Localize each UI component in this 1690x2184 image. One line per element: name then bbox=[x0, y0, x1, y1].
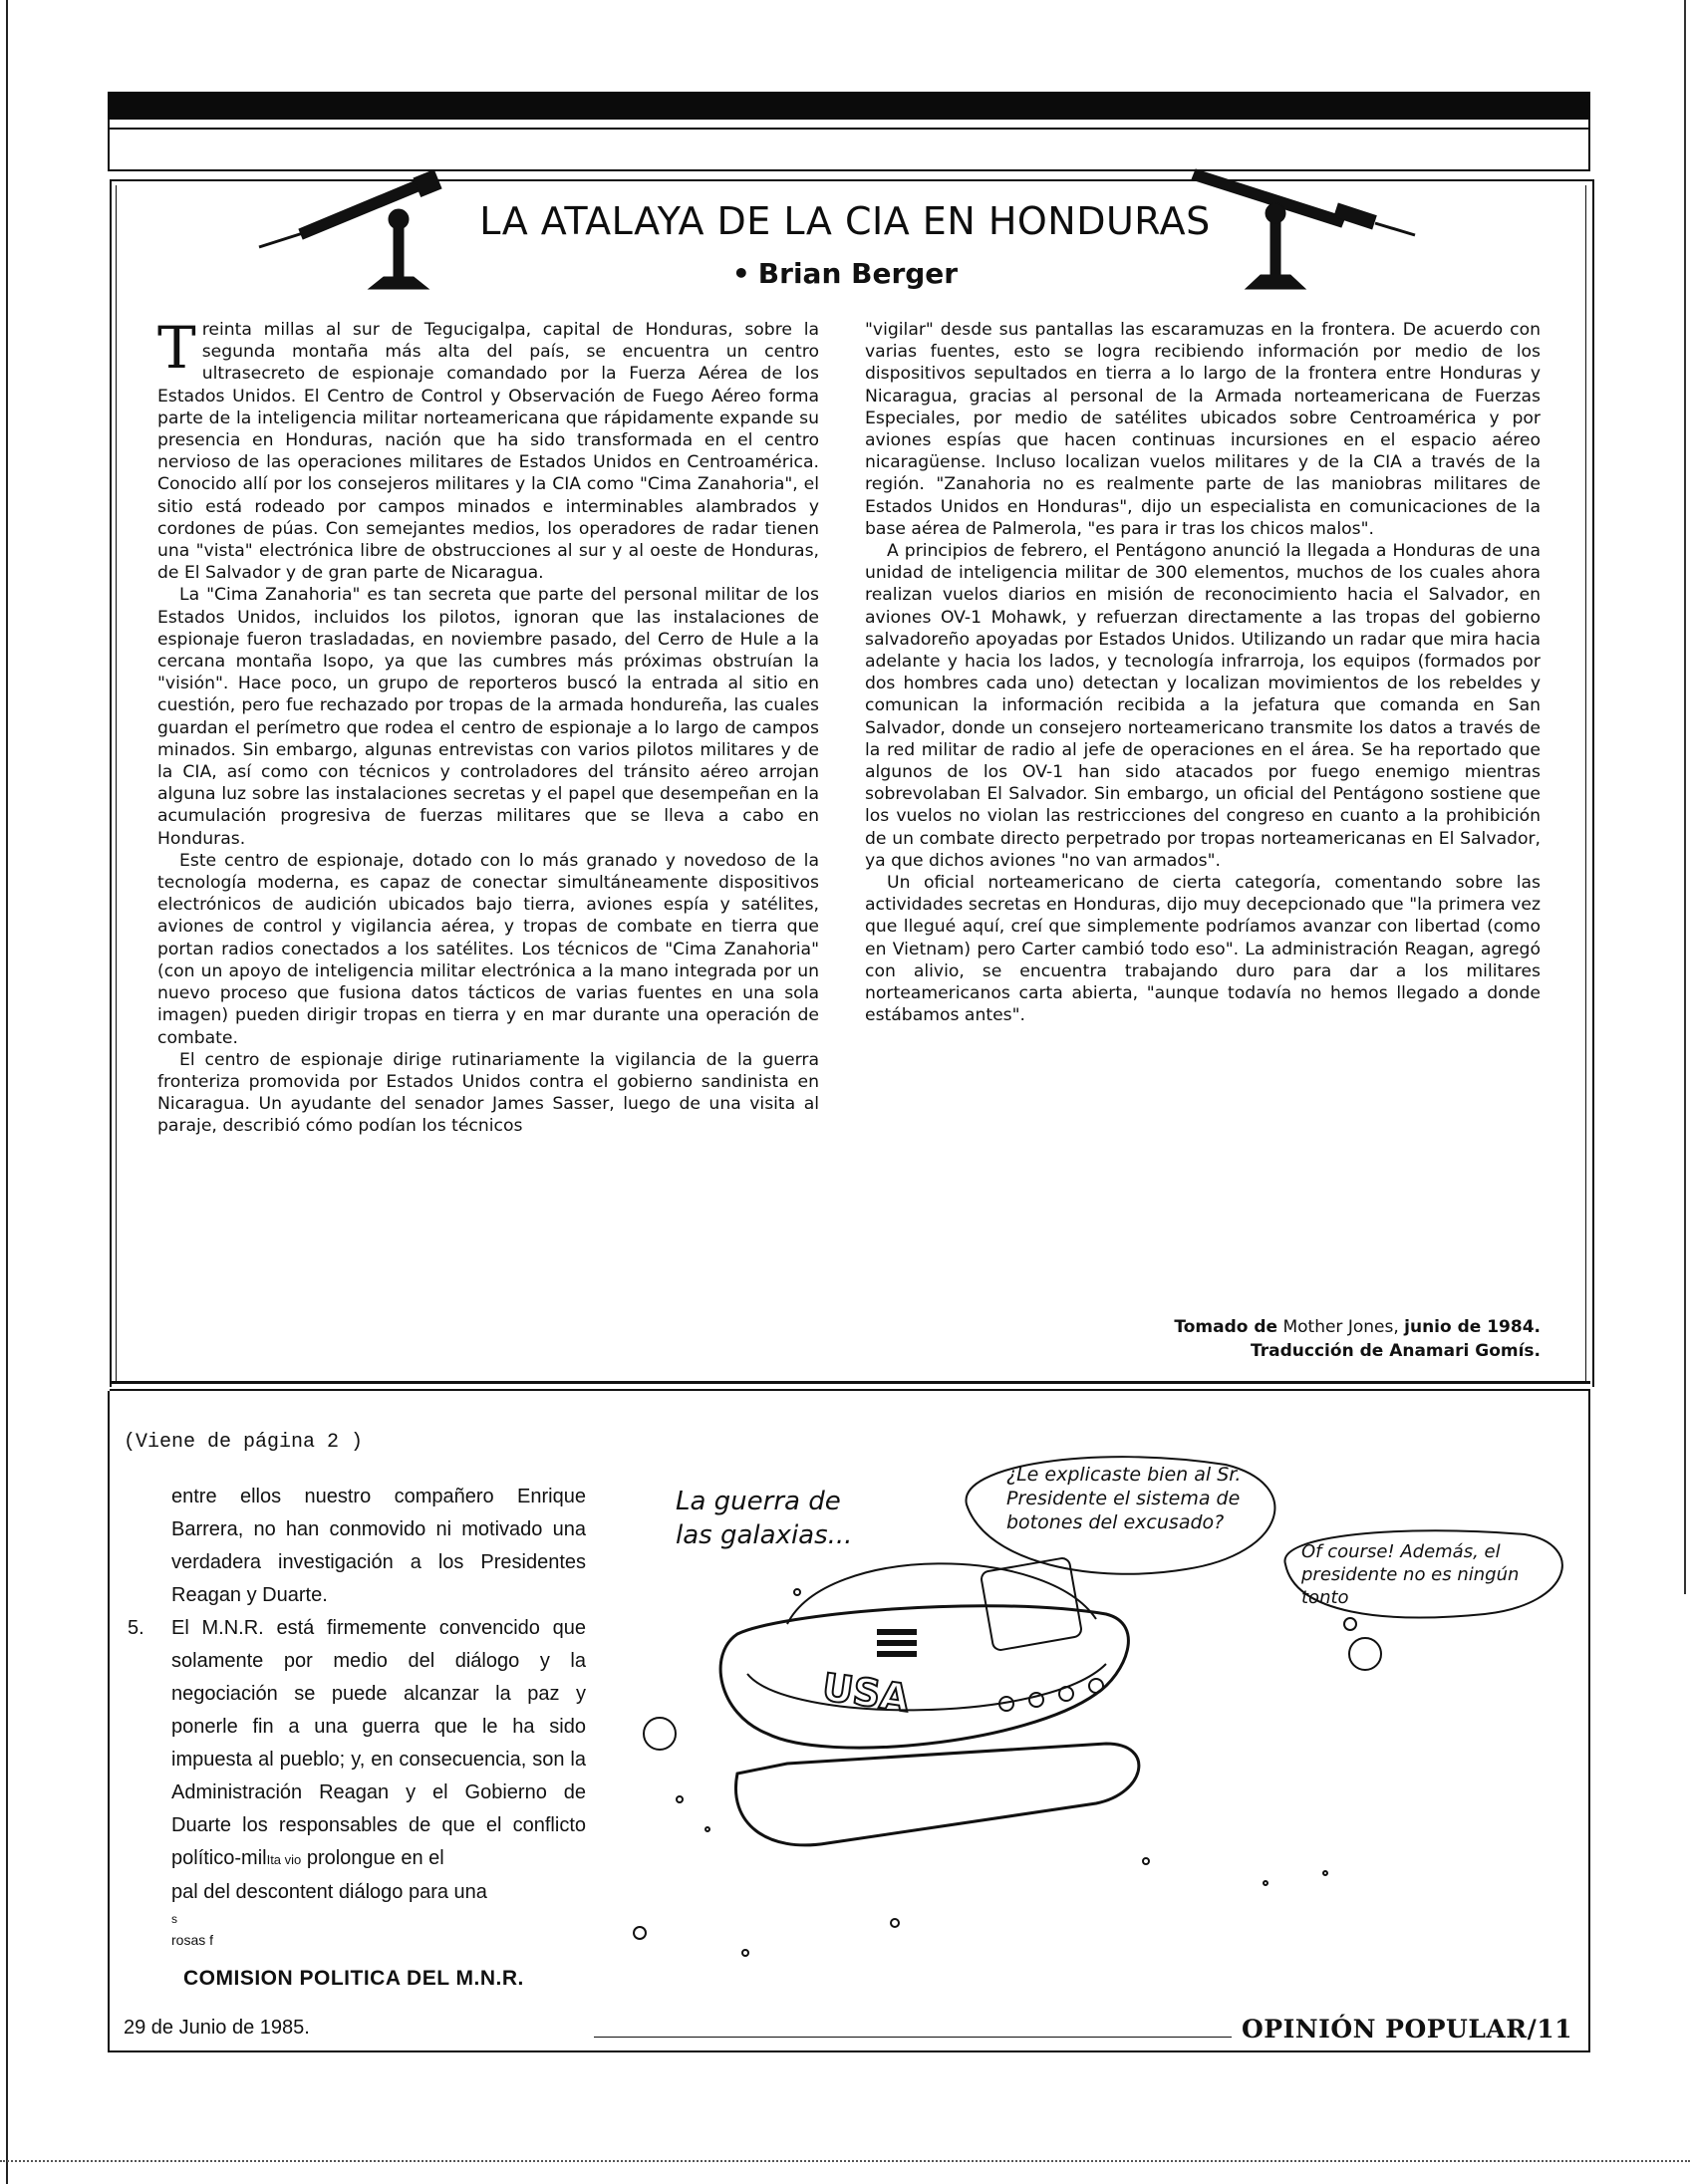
header-black-bar bbox=[108, 92, 1590, 120]
footer-rule bbox=[594, 2037, 1232, 2038]
signature: COMISION POLITICA DEL M.N.R. bbox=[183, 1967, 524, 1990]
cartoon-speech-2: Of course! Además, el presidente no es ningún tonto bbox=[1301, 1541, 1520, 1608]
overlap-fragment: rosas f bbox=[171, 1932, 214, 1948]
article-paragraph: A principios de febrero, el Pentágono anunció la llegada a Honduras de una unidad de inteligencia militar de 300 elementos, muchos de los cuales ahora realizan vuelos diarios en misión de reconocimiento hacia el Salvador, en aviones OV-1 Mohawk, y refuerzan directamente a las tropas del gobierno salvadoreño apoyadas por Estados Unidos. Utilizando un radar que mira hacia adelante y hacia los lados, y tecnología infrarroja, los equipos (formados por dos hombres cada uno) detectan y localizan movimientos de los rebeldes y comunican la información recibida a la jefatura que comanda en San Salvador, donde un consejero norteamericano transmite los datos a través de la red militar de radio al jefe de operaciones en el área. Se ha reportado que algunos de los OV-1 han sido atacados por fuego enemigo mientras sobrevolaban El Salvador. Sin embargo, un oficial del Pentágono sostiene que los vuelos no violan las restricciones del congreso en cuanto a la prohibición de un combate directo perpetrado por tropas norteamericanas en El Salvador, ya que dichos aviones "no van armados". bbox=[865, 541, 1541, 871]
article-paragraph: Este centro de espionaje, dotado con lo más granado y novedoso de la tecnología moderna, es capaz de conectar simultáneamente dispositivos electrónicos de audición ubicados bajo tierra, aviones espía y satélites, aviones de control y vigilancia aérea, y tropas de combate en tierra que portan radios conectados a los satélites. Los técnicos de "Cima Zanahoria" (con un apoyo de inteligencia militar electrónica a la mano integrada por un nuevo proceso que fusiona datos tácticos de varias fuentes en una sola imagen) pueden dirigir tropas en tierra y en mar durante una operación de combate. bbox=[157, 850, 819, 1048]
article-author: • Brian Berger bbox=[731, 257, 959, 290]
overlap-fragment: s bbox=[171, 1912, 177, 1926]
author-name: Brian Berger bbox=[757, 257, 959, 290]
header-box-left bbox=[108, 120, 110, 171]
overlap-line: pal del descontent diálogo para una bbox=[171, 1881, 487, 1903]
continued-from-note: (Viene de página 2 ) bbox=[124, 1431, 364, 1454]
article-paragraph: El centro de espionaje dirige rutinariamente la vigilancia de la guerra fronteriza promovida por Estados Unidos contra el gobierno sandinista en Nicaragua. Un ayudante del senador James Sasser, luego de una visita al paraje, describió cómo podían los técnicos bbox=[157, 1049, 819, 1137]
header-box-right bbox=[1588, 120, 1590, 171]
date-line: 29 de Junio de 1985. bbox=[124, 2017, 310, 2039]
continued-paragraph: entre ellos nuestro compañero Enrique Barrera, no han conmovido ni motivado una verdadera investigación a los Presidentes Reagan y Duarte. bbox=[171, 1486, 586, 1606]
continued-text bbox=[128, 1481, 586, 1951]
article-paragraph: La "Cima Zanahoria" es tan secreta que parte del personal militar de los Estados Unidos, incluidos los pilotos, ignoran que las instalaciones de espionaje fueron trasladadas, en noviembre pasado, del Cerro de Hule a la cercana montaña Isopo, ya que las cumbres más próximas obstruían la "visión". Hace poco, un grupo de reporteros buscó la entrada al sitio en cuestión, pero fue rechazado por tropas de la armada hondureña, las cuales guardan el perímetro que rodea el centro de espionaje a lo largo de campos minados. Sin embargo, algunas entrevistas con varios pilotos militares y de la CIA, así como con técnicos y controladores del tránsito aéreo arrojan alguna luz sobre las instalaciones secretas y el papel que desempeñan en la acumulación progresiva de fuerzas militares que se lleva a cabo en Honduras. bbox=[157, 585, 819, 849]
article-credit bbox=[865, 1315, 1541, 1363]
section-separator-thin bbox=[110, 1389, 1590, 1391]
article-column-right bbox=[865, 319, 1541, 1027]
scan-bottom-edge bbox=[0, 2160, 1690, 2162]
point-text: El M.N.R. está firmemente convencido que solamente por medio del diálogo y la negociación se puede alcanzar la paz y ponerle fin a una guerra que le ha sido impuesta al pueblo; y, en consecuencia, son la Administración Reagan y el Gobierno de Duarte los responsables de que el conflicto político-mil bbox=[171, 1617, 586, 1869]
cartoon-caption: La guerra de las galaxias... bbox=[676, 1487, 853, 1550]
point-number: 5. bbox=[128, 1617, 144, 1639]
article-paragraph: Un oficial norteamericano de cierta categoría, comentando sobre las actividades secretas en Honduras, dijo muy decepcionado que "la primera vez que llegué aquí, creí que simplemente podríamos avanzar con libertad (como en Vietnam) pero Carter cambió todo eso". La administración Reagan, agregó con alivio, se encuentra trabajando duro para dar a los militares norteamericanos carta abierta, "aunque todavía no hemos llegado a donde estábamos antes". bbox=[865, 873, 1541, 1026]
page-footer: OPINIÓN POPULAR/11 bbox=[1242, 2015, 1572, 2044]
lower-frame-left bbox=[108, 1391, 110, 2050]
article-column-left bbox=[157, 314, 819, 1138]
ship-label: USA bbox=[819, 1664, 913, 1721]
scan-frame-left bbox=[6, 0, 8, 2184]
cartoon bbox=[628, 1445, 1584, 2003]
article-paragraph: "vigilar" desde sus pantallas las escaramuzas en la frontera. De acuerdo con varias fuentes, esto se logra recibiendo información por medio de los dispositivos sepultados en tierra a lo largo de la frontera entre Honduras y Nicaragua, gracias al personal de la Armada norteamericana de Fuerzas Especiales, por medio de satélites ubicados sobre Centroamérica y por aviones espías que hacen continuas incursiones en el espacio aéreo nicaragüense. Incluso localizan vuelos militares y de la CIA a través de la región. "Zanahoria no es realmente parte de las maniobras militares de Estados Unidos en Honduras", dijo un especialista en comunicaciones de la base aérea de Palmerola, "es para ir tras los chicos malos". bbox=[865, 320, 1541, 539]
header-rule bbox=[108, 128, 1590, 130]
point-5 bbox=[128, 1612, 586, 1951]
article-title: LA ATALAYA DE LA CIA EN HONDURAS bbox=[479, 199, 1211, 243]
overlap-fragment: Ita vio bbox=[266, 1852, 302, 1867]
overlap-fragment: prolongue en el bbox=[306, 1847, 444, 1869]
cartoon-speech-1: ¿Le explicaste bien al Sr. Presidente el sistema de botones del excusado? bbox=[1006, 1464, 1242, 1533]
lower-frame-bottom bbox=[108, 2050, 1590, 2052]
drop-cap: T bbox=[157, 314, 196, 382]
credit-translator: Traducción de Anamari Gomís. bbox=[1251, 1341, 1541, 1361]
article-paragraph: Treinta millas al sur de Tegucigalpa, capital de Honduras, sobre la segunda montaña más alta del país, se encuentra un centro ultrasecreto de espionaje comandado por la Fuerza Aérea de los Estados Unidos. El Centro de Control y Observación de Fuego Aéreo forma parte de la inteligencia militar norteamericana que rápidamente expande su presencia en Honduras, nación que ha sido transformada en el centro nervioso de las operaciones militares de Estados Unidos en Centroamérica. Conocido allí por los consejeros militares y la CIA como "Cima Zanahoria", el sitio está rodeado por campos minados e interminables alambrados y cordones de púas. Con semejantes medios, los operadores de radar tienen una "vista" electrónica libre de obstrucciones al sur y al oeste de Honduras, de El Salvador y de gran parte de Nicaragua. bbox=[157, 314, 819, 584]
credit-source: Tomado de Mother Jones, junio de 1984. bbox=[1174, 1317, 1541, 1337]
lower-frame-right bbox=[1588, 1391, 1590, 2050]
section-separator bbox=[110, 1381, 1590, 1384]
